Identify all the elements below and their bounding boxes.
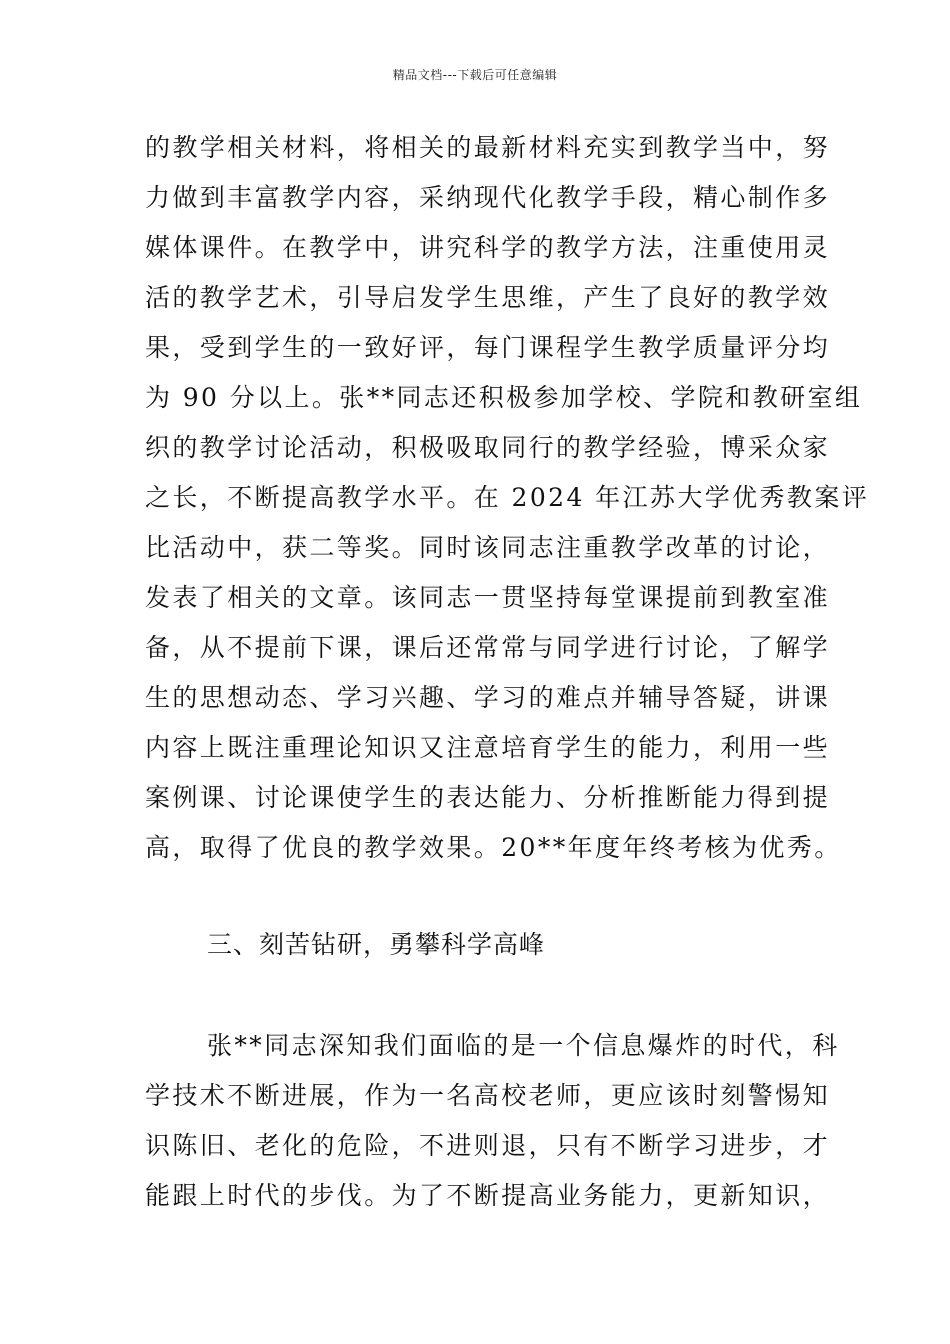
text-line: 果，受到学生的一致好评，每门课程学生教学质量评分均 (145, 333, 831, 362)
section-heading: 三、刻苦钻研，勇攀科学高峰 (207, 930, 546, 959)
page-header: 精品文档---下载后可任意编辑 (392, 68, 558, 82)
text-line: 之长，不断提高教学水平。在 2024 年江苏大学优秀教案评 (145, 483, 870, 512)
text-line: 为 90 分以上。张**同志还积极参加学校、学院和教研室组 (145, 383, 863, 412)
text-line: 张**同志深知我们面临的是一个信息爆炸的时代，科 (207, 1031, 840, 1060)
text-line: 力做到丰富教学内容，采纳现代化教学手段，精心制作多 (145, 183, 831, 212)
text-line: 织的教学讨论活动，积极吸取同行的教学经验，博采众家 (145, 433, 831, 462)
text-line: 生的思想动态、学习兴趣、学习的难点并辅导答疑，讲课 (145, 683, 831, 712)
text-line: 能跟上时代的步伐。为了不断提高业务能力，更新知识， (145, 1181, 831, 1210)
text-line: 的教学相关材料，将相关的最新材料充实到教学当中，努 (145, 133, 831, 162)
text-line: 发表了相关的文章。该同志一贯坚持每堂课提前到教室准 (145, 583, 831, 612)
text-line: 活的教学艺术，引导启发学生思维，产生了良好的教学效 (145, 283, 831, 312)
text-line: 比活动中，获二等奖。同时该同志注重教学改革的讨论， (145, 533, 831, 562)
text-line: 学技术不断进展，作为一名高校老师，更应该时刻警惕知 (145, 1081, 831, 1110)
text-line: 高，取得了优良的教学效果。20**年度年终考核为优秀。 (145, 833, 842, 862)
text-line: 媒体课件。在教学中，讲究科学的教学方法，注重使用灵 (145, 233, 831, 262)
text-line: 内容上既注重理论知识又注意培育学生的能力，利用一些 (145, 733, 831, 762)
text-line: 备，从不提前下课，课后还常常与同学进行讨论，了解学 (145, 633, 831, 662)
text-line: 案例课、讨论课使学生的表达能力、分析推断能力得到提 (145, 783, 831, 812)
text-line: 识陈旧、老化的危险，不进则退，只有不断学习进步，才 (145, 1131, 831, 1160)
